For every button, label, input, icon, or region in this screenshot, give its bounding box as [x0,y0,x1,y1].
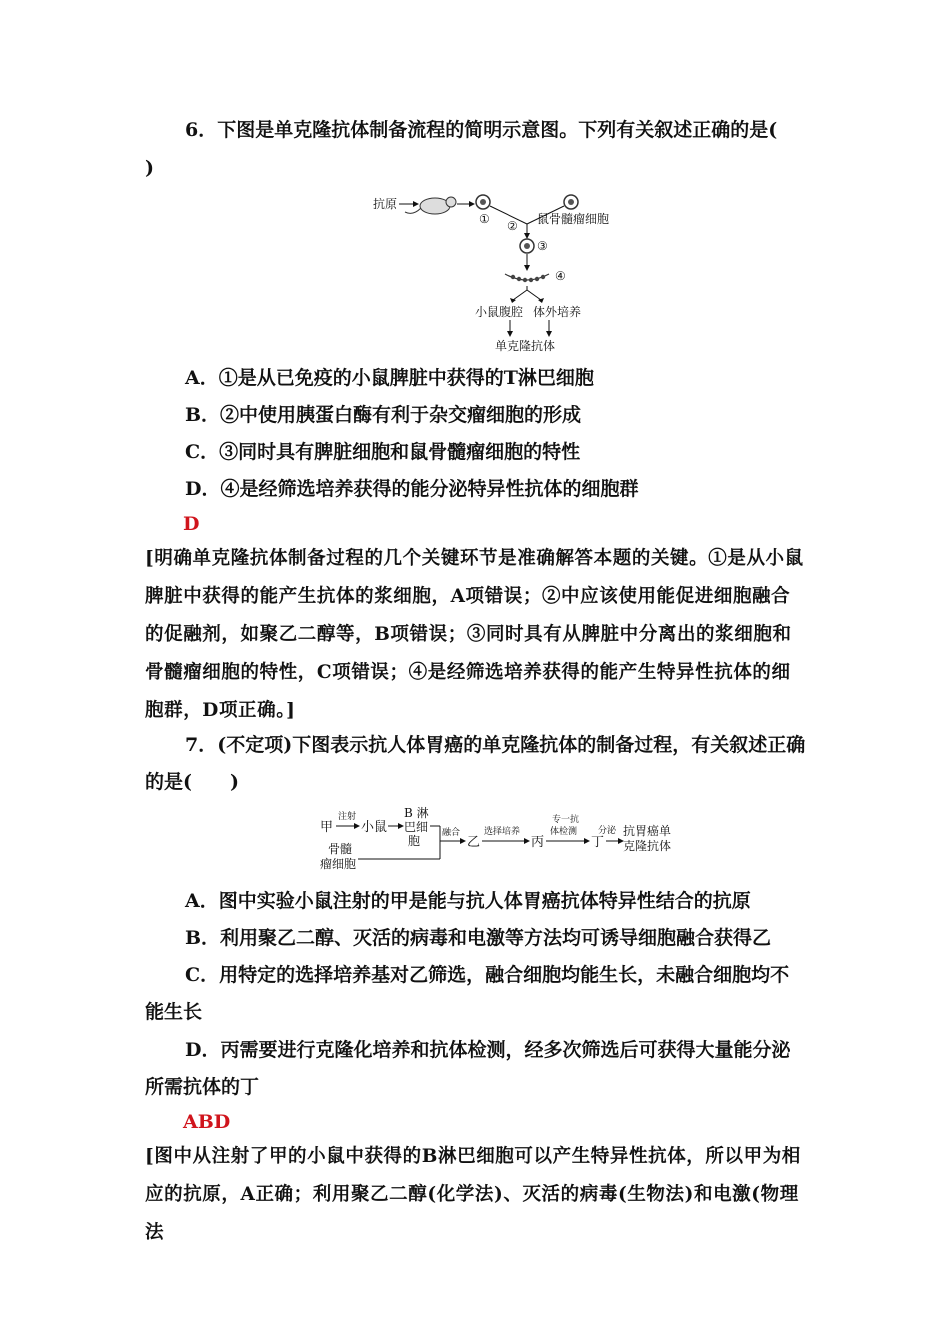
q7-fig-bcell-3: 胞 [408,834,421,848]
q7-fig-yi: 乙 [467,835,481,850]
q7-fig-bing: 丙 [531,835,545,850]
q6-expl-line: 胞群，D项正确。] [145,700,296,721]
q6-option-d: D．④是经筛选培养获得的能分泌特异性抗体的细胞群 [185,478,639,500]
q7-option-b: B．利用聚乙二醇、灭活的病毒和电激等方法均可诱导细胞融合获得乙 [185,927,772,949]
q7-fig-special-2: 体检测 [550,827,578,837]
q6-explanation [145,540,805,730]
q7-stem-line2: 的是( ) [145,771,239,793]
q7-fig-bcell-1: B 淋 [404,806,429,820]
q7-stem-tag: (不定项) [217,734,293,756]
q6-fig-m1: ① [479,212,490,226]
q7-fig-marrow-1: 骨髓 [328,842,353,856]
mouse-icon [405,197,456,214]
q7-option-c: C．用特定的选择培养基对乙筛选，融合细胞均能生长，未融合细胞均不 [185,964,790,986]
q7-answer: ABD [183,1111,231,1133]
q7-stem-rest: 下图表示抗人体胃癌的单克隆抗体的制备过程，有关叙述正确 [292,734,806,756]
q6-stem-line1: 6．下图是单克隆抗体制备流程的简明示意图。下列有关叙述正确的是( [185,119,778,141]
q7-fig-result-2: 克隆抗体 [623,839,672,853]
q6-option-b: B．②中使用胰蛋白酶有利于杂交瘤细胞的形成 [185,404,582,426]
q7-fig-ding: 丁 [591,835,605,850]
q7-option-a: A．图中实验小鼠注射的甲是能与抗人体胃癌抗体特异性结合的抗原 [185,890,751,912]
q6-fig-in-vitro: 体外培养 [533,305,582,319]
q6-option-a: A．①是从已免疫的小鼠脾脏中获得的T淋巴细胞 [185,367,594,389]
q7-fig-jia: 甲 [320,820,334,835]
q6-fig-m2: ② [507,219,518,233]
q6-fig-m3: ③ [537,239,548,253]
q7-fig-fusion: 融合 [442,828,461,838]
q6-fig-m4: ④ [555,269,566,283]
q6-stem-line2: ) [145,157,154,179]
q6-flow-diagram [365,186,625,354]
q6-expl-line: [明确单克隆抗体制备过程的几个关键环节是准确解答本题的关键。①是从小鼠 [145,548,804,569]
q7-fig-inject: 注射 [338,812,357,822]
culture-dish-icon [505,274,549,282]
q6-answer: D [183,513,200,535]
q6-fig-mab: 单克隆抗体 [495,339,556,353]
q7-fig-bcell-2: 巴细 [404,820,429,834]
q7-option-d-cont: 所需抗体的丁 [145,1076,260,1098]
q7-expl-line: [图中从注射了甲的小鼠中获得的B淋巴细胞可以产生特异性抗体，所以甲为相 [145,1146,801,1167]
q7-expl-line: 应的抗原，A正确；利用聚乙二醇(化学法)、灭活的病毒(生物法)和电激(物理法 [145,1184,799,1243]
q7-fig-marrow-2: 瘤细胞 [320,857,357,871]
q6-expl-line: 骨髓瘤细胞的特性，C项错误；④是经筛选培养获得的能产生特异性抗体的细 [145,662,791,683]
q7-flow-diagram [318,805,718,877]
q6-fig-mouse-cavity: 小鼠腹腔 [475,305,524,319]
q6-option-c: C．③同时具有脾脏细胞和鼠骨髓瘤细胞的特性 [185,441,581,463]
q6-expl-line: 的促融剂，如聚乙二醇等，B项错误；③同时具有从脾脏中分离出的浆细胞和 [145,624,792,645]
q7-fig-select: 选择培养 [484,827,521,837]
q7-stem-line1 [185,733,805,757]
q7-option-d: D．丙需要进行克隆化培养和抗体检测，经多次筛选后可获得大量能分泌 [185,1039,791,1061]
q7-fig-secrete: 分泌 [598,826,617,836]
q7-fig-result-1: 抗胃癌单 [623,824,672,838]
q7-explanation [145,1138,805,1252]
q7-option-c-cont: 能生长 [145,1001,203,1023]
q6-fig-myeloma: 鼠骨髓瘤细胞 [537,212,610,226]
q6-fig-antigen: 抗原 [373,197,398,211]
q7-fig-special-1: 专一抗 [552,815,580,825]
q7-stem-num: 7． [185,734,218,756]
q6-expl-line: 脾脏中获得的能产生抗体的浆细胞，A项错误；②中应该使用能促进细胞融合 [145,586,791,607]
q7-fig-mouse: 小鼠 [361,820,388,835]
